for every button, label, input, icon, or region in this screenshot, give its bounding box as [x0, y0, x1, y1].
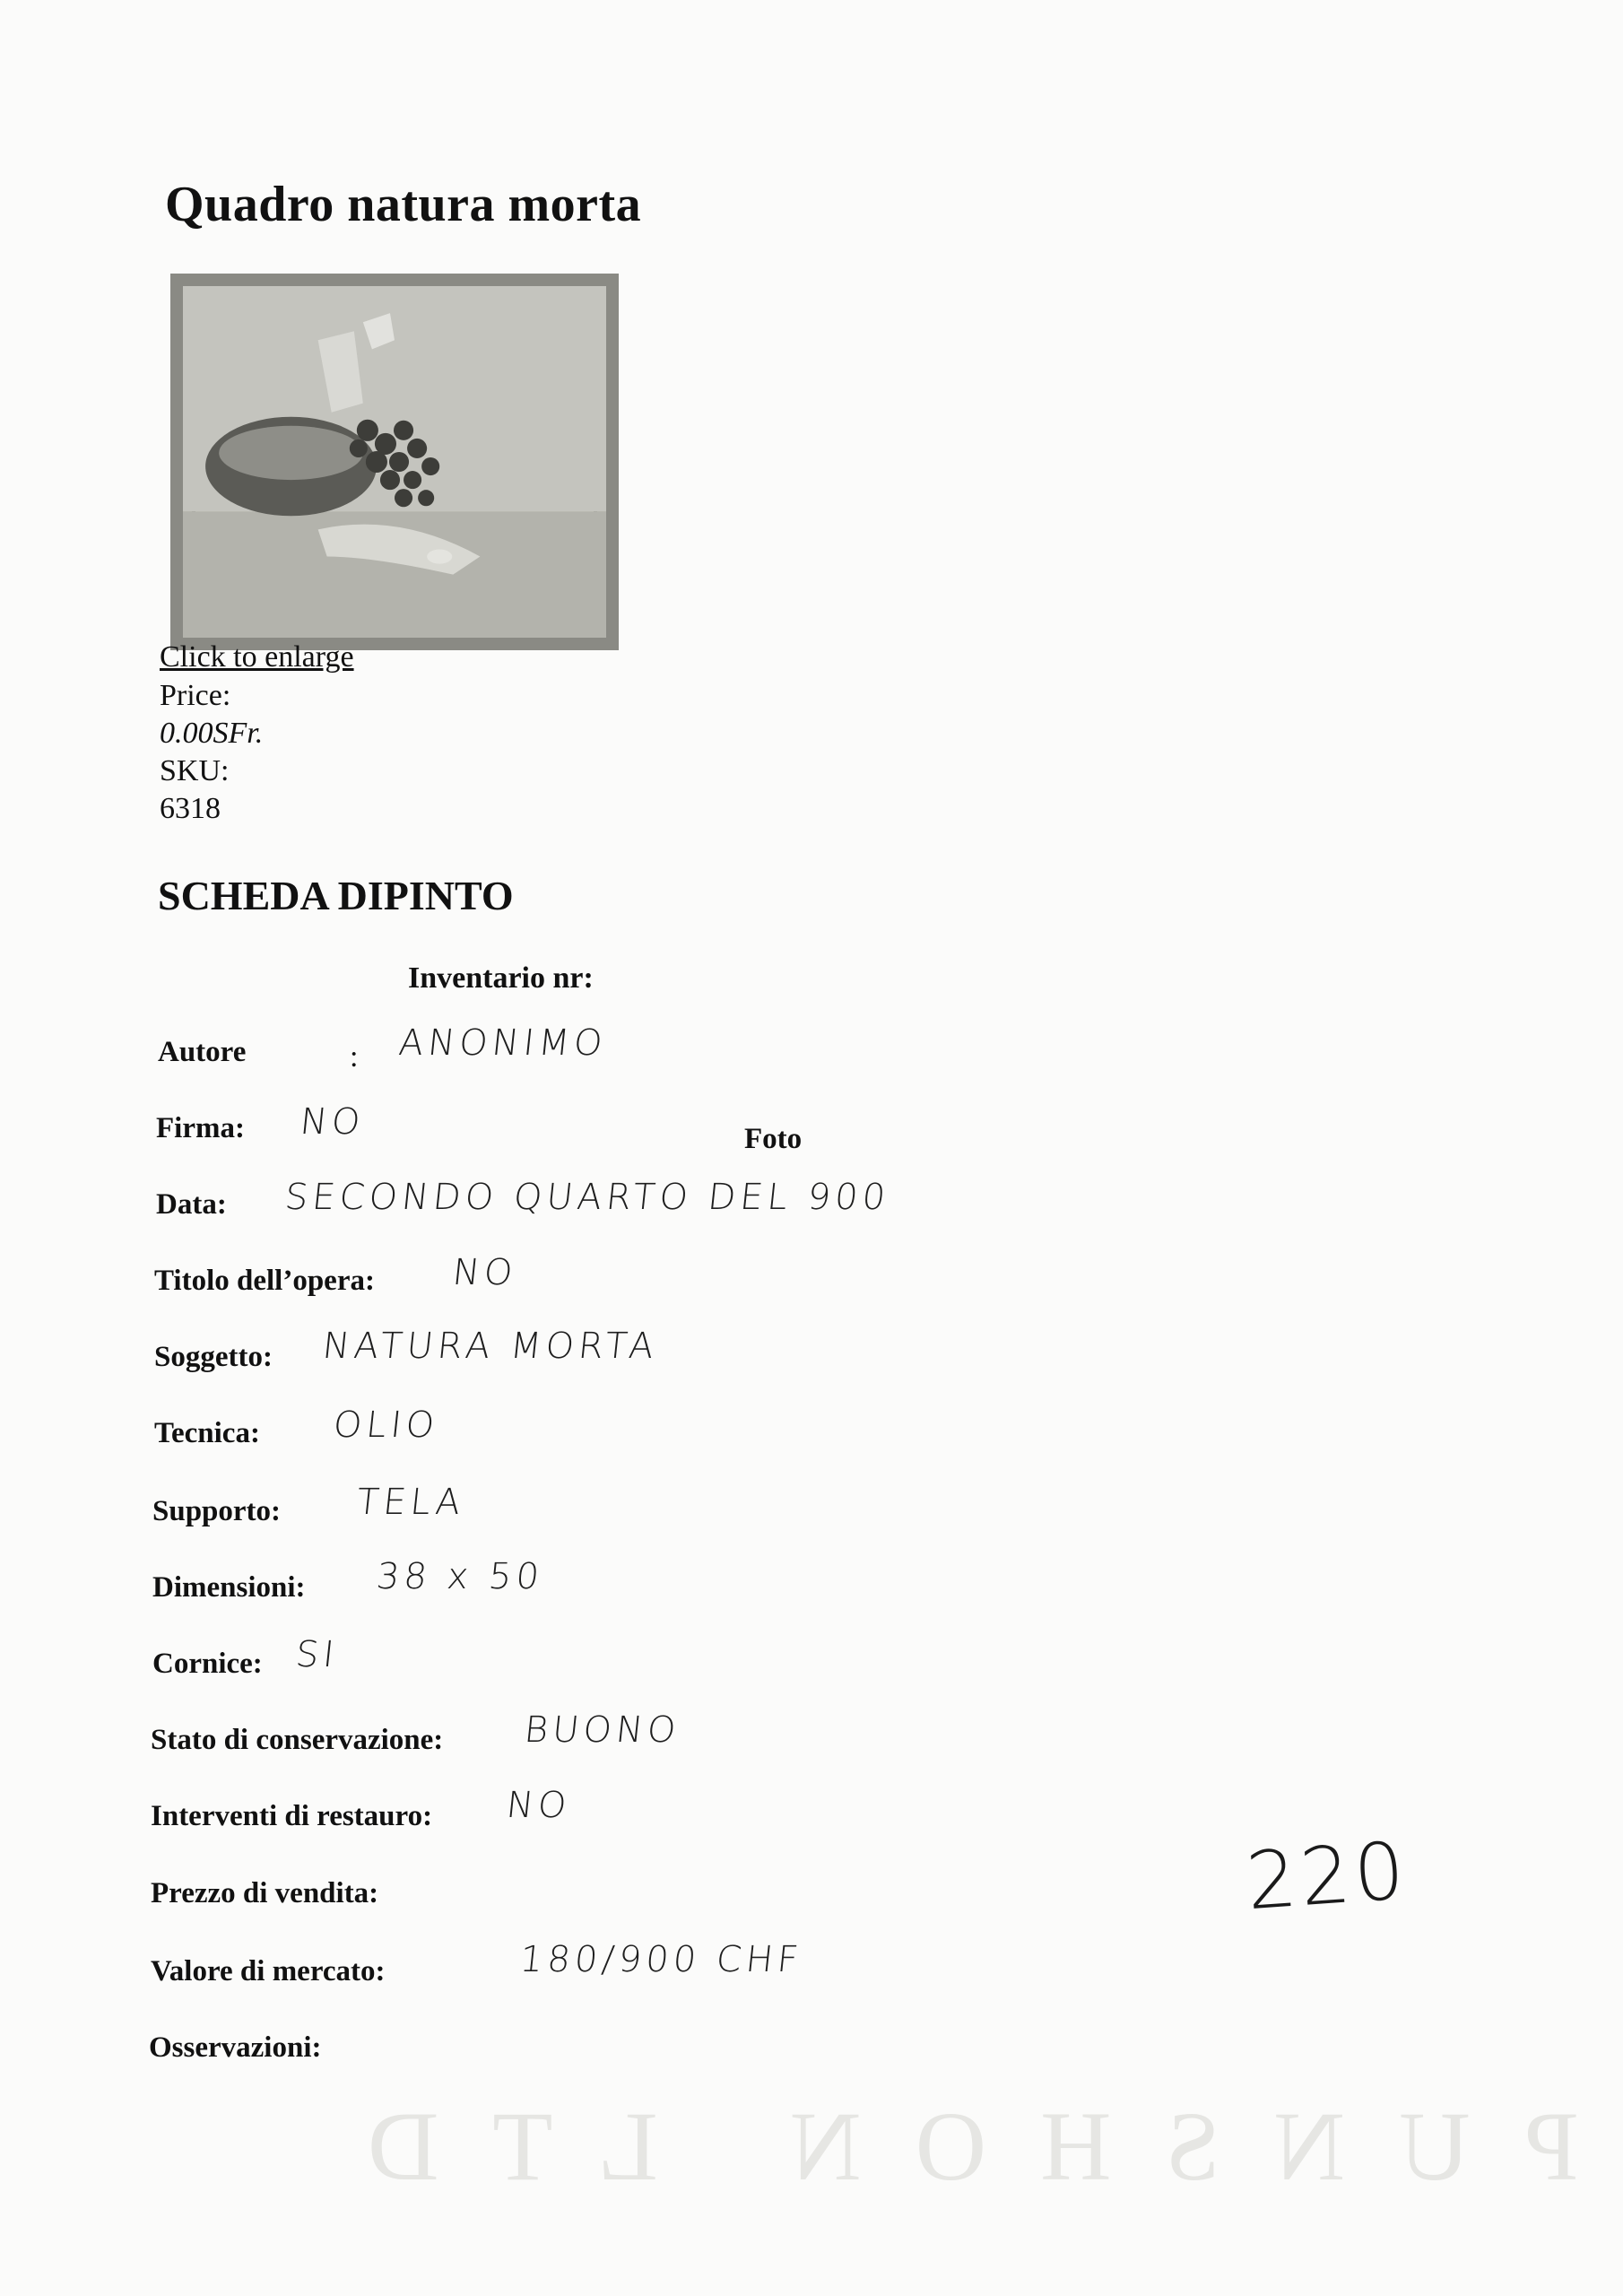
field-value-titolo: NO: [450, 1252, 519, 1293]
painting-thumbnail[interactable]: [170, 274, 619, 650]
sku-value: 6318: [160, 792, 221, 825]
field-label-stato: Stato di conservazione:: [151, 1724, 444, 1756]
field-value-stato: BUONO: [522, 1709, 682, 1751]
enlarge-link[interactable]: Click to enlarge: [160, 640, 354, 674]
field-value-supporto: TELA: [354, 1482, 467, 1523]
inventory-label: Inventario nr:: [408, 961, 594, 995]
field-label-data: Data:: [156, 1188, 227, 1221]
field-label-osservazioni: Osservazioni:: [149, 2031, 322, 2064]
photo-label: Foto: [744, 1123, 803, 1155]
field-label-soggetto: Soggetto:: [154, 1341, 273, 1373]
field-value-data: SECONDO QUARTO DEL 900: [282, 1177, 892, 1218]
field-label-autore: Autore: [158, 1036, 247, 1068]
field-label-prezzo: Prezzo di vendita:: [151, 1877, 379, 1909]
field-label-tecnica: Tecnica:: [154, 1417, 260, 1449]
field-value-firma: NO: [298, 1101, 367, 1143]
field-label-interventi: Interventi di restauro:: [151, 1800, 433, 1832]
price-label: Price:: [160, 679, 231, 712]
price-value: 0.00SFr.: [160, 717, 264, 750]
field-label-dimensioni: Dimensioni:: [152, 1571, 306, 1604]
field-value-soggetto: NATURA MORTA: [320, 1326, 661, 1367]
field-value-cornice: SI: [293, 1634, 341, 1675]
still-life-image: [183, 286, 606, 638]
field-value-valore: 180/900 CHF: [517, 1939, 805, 1980]
field-value-interventi: NO: [504, 1785, 573, 1826]
field-label-firma: Firma:: [156, 1112, 245, 1144]
field-label-titolo: Titolo dell’opera:: [154, 1265, 375, 1297]
sku-label: SKU:: [160, 754, 230, 787]
field-value-autore: ANONIMO: [396, 1022, 609, 1064]
field-label-supporto: Supporto:: [152, 1495, 282, 1527]
page-title: Quadro natura morta: [165, 177, 642, 232]
handwritten-side-note: 220: [1243, 1823, 1411, 1928]
form-title: SCHEDA DIPINTO: [158, 873, 514, 918]
field-label-cornice: Cornice:: [152, 1648, 263, 1680]
autore-colon: :: [350, 1040, 359, 1074]
field-value-tecnica: OLIO: [331, 1405, 441, 1446]
bleed-through-watermark: PUNSHON LTD: [314, 2092, 1579, 2201]
field-value-dimensioni: 38 x 50: [374, 1556, 546, 1597]
field-label-valore: Valore di mercato:: [151, 1955, 386, 1987]
